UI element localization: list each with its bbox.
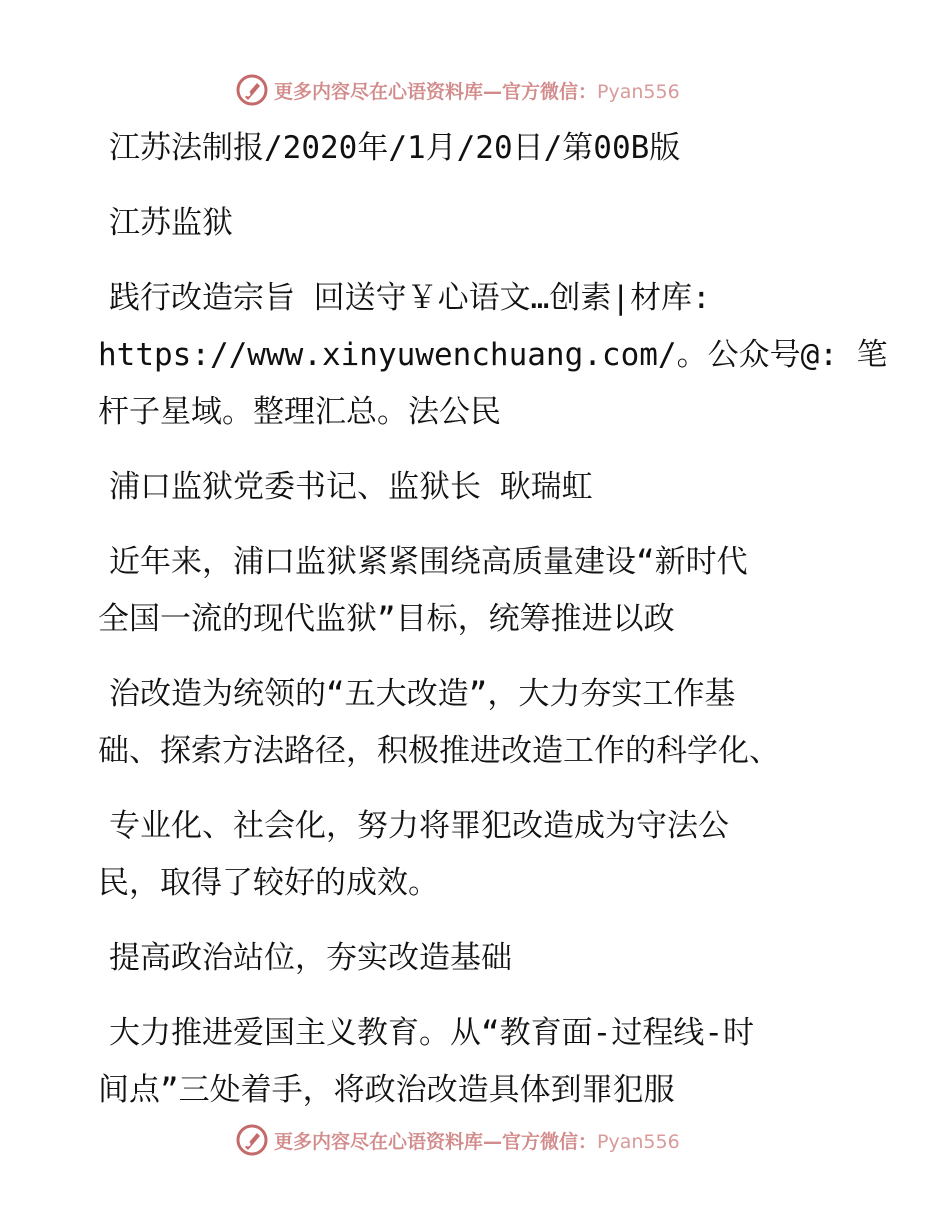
article-url-line: https://www.xinyuwenchuang.com/。公众号@: 笔 — [98, 337, 888, 373]
pen-logo-icon — [236, 1124, 268, 1156]
footer-watermark — [236, 1122, 680, 1158]
watermark-id: Pyan556 — [597, 1130, 680, 1153]
paragraph-line: 专业化、社会化，努力将罪犯改造成为守法公 — [109, 808, 729, 844]
pen-logo-icon — [236, 74, 268, 106]
header-watermark — [236, 72, 680, 108]
paragraph-line: 民，取得了较好的成效。 — [98, 865, 439, 901]
paragraph-line: 间点”三处着手，将政治改造具体到罪犯服 — [98, 1072, 675, 1108]
watermark-text: 更多内容尽在心语资料库—官方微信：Pyan556 — [274, 80, 680, 103]
section-label: 江苏监狱 — [109, 205, 233, 241]
watermark-id: Pyan556 — [597, 80, 680, 103]
paragraph-line: 治改造为统领的“五大改造”，大力夯实工作基 — [109, 676, 736, 712]
watermark-text: 更多内容尽在心语资料库—官方微信：Pyan556 — [274, 1130, 680, 1153]
paragraph-line: 全国一流的现代监狱”目标，统筹推进以政 — [98, 601, 675, 637]
paragraph-line: 础、探索方法路径，积极推进改造工作的科学化、 — [98, 733, 780, 769]
source-line: 江苏法制报/2020年/1月/20日/第00B版 — [109, 130, 681, 166]
paragraph-line: 大力推进爱国主义教育。从“教育面-过程线-时 — [109, 1015, 754, 1051]
author-line: 浦口监狱党委书记、监狱长 耿瑞虹 — [109, 469, 593, 505]
paragraph-line: 近年来，浦口监狱紧紧围绕高质量建设“新时代 — [109, 544, 748, 580]
subheading: 提高政治站位，夯实改造基础 — [109, 940, 512, 976]
document-body — [98, 120, 888, 1119]
article-title-line: 践行改造宗旨 回送守￥心语文…创素|材库: — [109, 280, 711, 316]
article-title-cont: 杆子星域。整理汇总。法公民 — [98, 394, 501, 430]
